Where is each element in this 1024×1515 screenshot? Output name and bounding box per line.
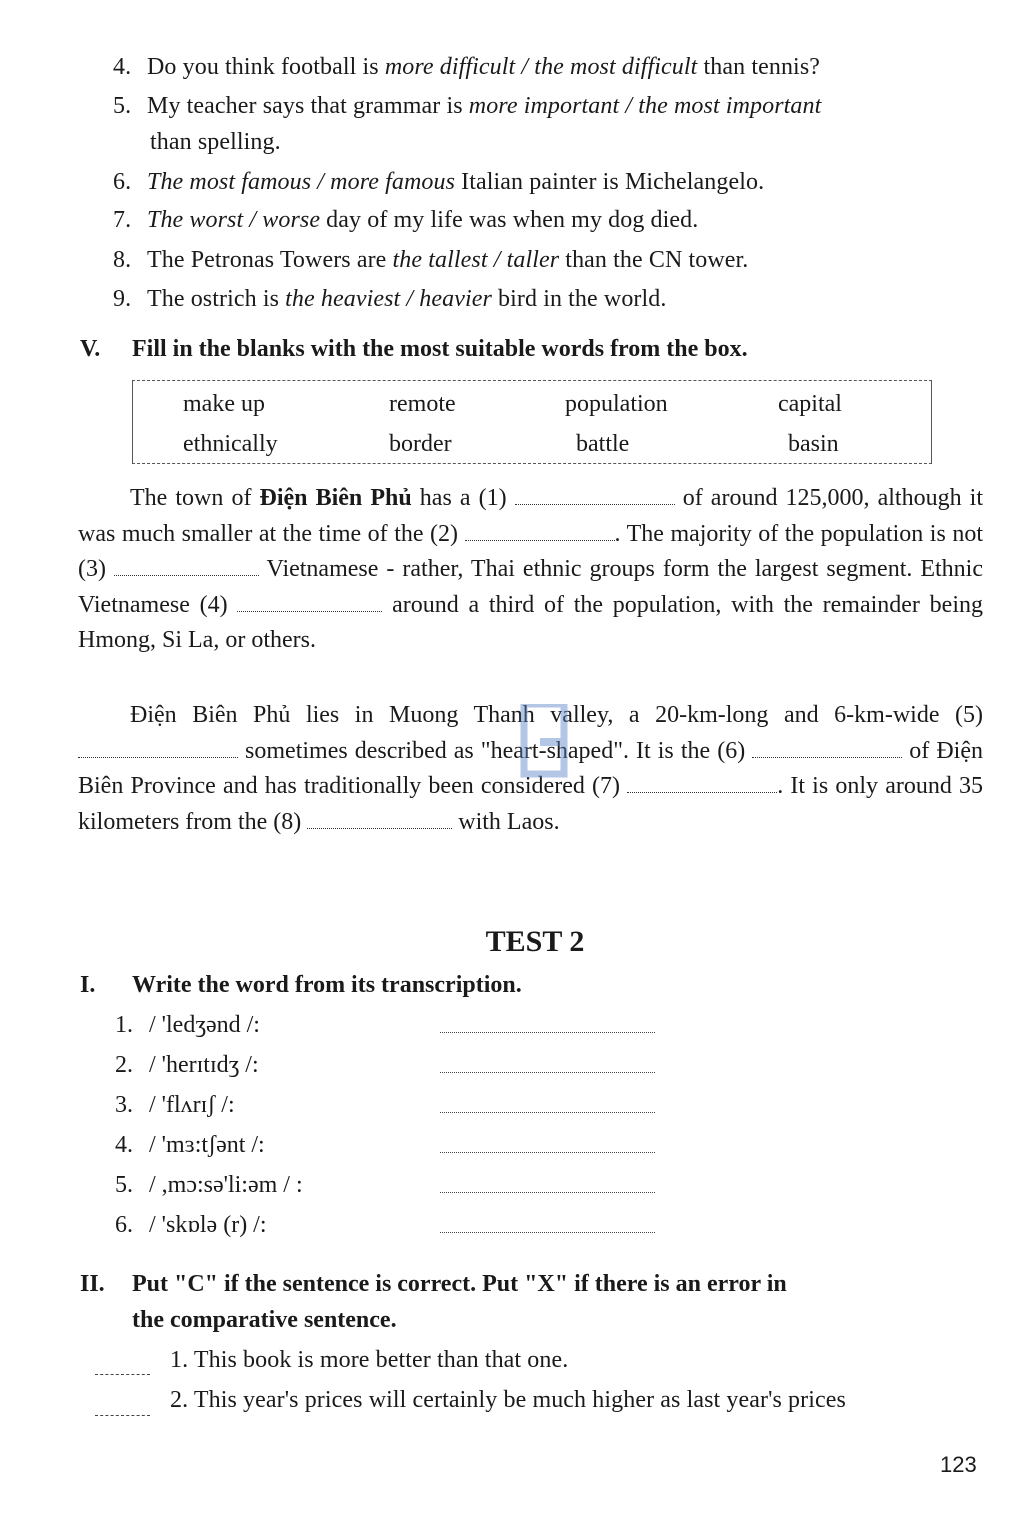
- page-number: 123: [940, 1452, 977, 1477]
- answer-line[interactable]: [440, 1111, 655, 1113]
- transcription-item: 1. / 'ledʒənd /:: [115, 1012, 260, 1038]
- sentence-item: 1. This book is more better than that one.: [170, 1347, 569, 1373]
- transcription-item: 4. / 'mɜ:tʃənt /:: [115, 1132, 265, 1158]
- transcription-item: 2. / 'herɪtɪdʒ /:: [115, 1052, 259, 1078]
- word-box-item: battle: [576, 431, 630, 457]
- section-heading: I. Write the word from its transcription.: [80, 972, 522, 998]
- answer-blank-5[interactable]: [78, 739, 238, 758]
- transcription-item: 5. / ,mɔ:sə'li:əm / :: [115, 1172, 303, 1198]
- word-box-item: remote: [389, 391, 456, 417]
- exercise-item: 5. My teacher says that grammar is more important / the most important: [113, 93, 822, 119]
- answer-line[interactable]: [440, 1191, 655, 1193]
- answer-blank-8[interactable]: [307, 810, 452, 829]
- answer-line[interactable]: [440, 1071, 655, 1073]
- transcription-item: 6. / 'skɒlə (r) /:: [115, 1212, 267, 1238]
- exercise-item: 9. The ostrich is the heaviest / heavier bird in the world.: [113, 286, 667, 312]
- word-box-item: border: [389, 431, 452, 457]
- word-box-item: capital: [778, 391, 842, 417]
- sentence-item: 2. This year's prices will certainly be much higher as last year's prices: [170, 1387, 846, 1413]
- section-heading-continuation: the comparative sentence.: [132, 1307, 397, 1333]
- exercise-item-continuation: than spelling.: [150, 129, 281, 155]
- section-heading: V. Fill in the blanks with the most suitable words from the box.: [80, 336, 748, 362]
- word-box-item: make up: [183, 391, 265, 417]
- exercise-item: 7. The worst / worse day of my life was when my dog died.: [113, 207, 699, 233]
- answer-blank-1[interactable]: [515, 486, 675, 505]
- exercise-item: 8. The Petronas Towers are the tallest / taller than the CN tower.: [113, 247, 749, 273]
- answer-line[interactable]: [440, 1031, 655, 1033]
- answer-blank-3[interactable]: [114, 557, 259, 576]
- exercise-item: 4. Do you think football is more difficult / the most difficult than tennis?: [113, 54, 821, 80]
- passage-paragraph: The town of Điện Biên Phủ has a (1) of around 125,000, although it was much smaller at the time of the (2) . The majority of the population is not (3) Vietnamese - rather, Thai ethnic groups form the largest segment. Ethnic Vietnamese (4) around a third of the population, with the remainder being Hmong, Si La, or others.: [78, 485, 983, 653]
- answer-line[interactable]: [440, 1151, 655, 1153]
- test-title: TEST 2: [485, 925, 585, 958]
- answer-blank-6[interactable]: [752, 739, 902, 758]
- transcription-item: 3. / 'flʌrɪʃ /:: [115, 1092, 235, 1118]
- answer-line[interactable]: [440, 1231, 655, 1233]
- answer-mark-blank[interactable]: [95, 1414, 150, 1416]
- answer-blank-7[interactable]: [627, 774, 777, 793]
- answer-blank-4[interactable]: [237, 593, 382, 612]
- section-heading: II. Put "C" if the sentence is correct. Put "X" if there is an error in: [80, 1271, 787, 1297]
- word-box-item: population: [565, 391, 668, 417]
- answer-blank-2[interactable]: [465, 522, 615, 541]
- word-box: [132, 380, 932, 464]
- passage-paragraph: Điện Biên Phủ lies in Muong Thanh valley, a 20-km-long and 6-km-wide (5) sometimes described as "heart-shaped". It is the (6) of Điện Biên Province and has traditionally been considered (7) . It is only around 35 kilometers from the (8) with Laos.: [78, 702, 984, 835]
- word-box-item: basin: [788, 431, 839, 457]
- answer-mark-blank[interactable]: [95, 1373, 150, 1375]
- word-box-item: ethnically: [183, 431, 278, 457]
- exercise-item: 6. The most famous / more famous Italian painter is Michelangelo.: [113, 169, 765, 195]
